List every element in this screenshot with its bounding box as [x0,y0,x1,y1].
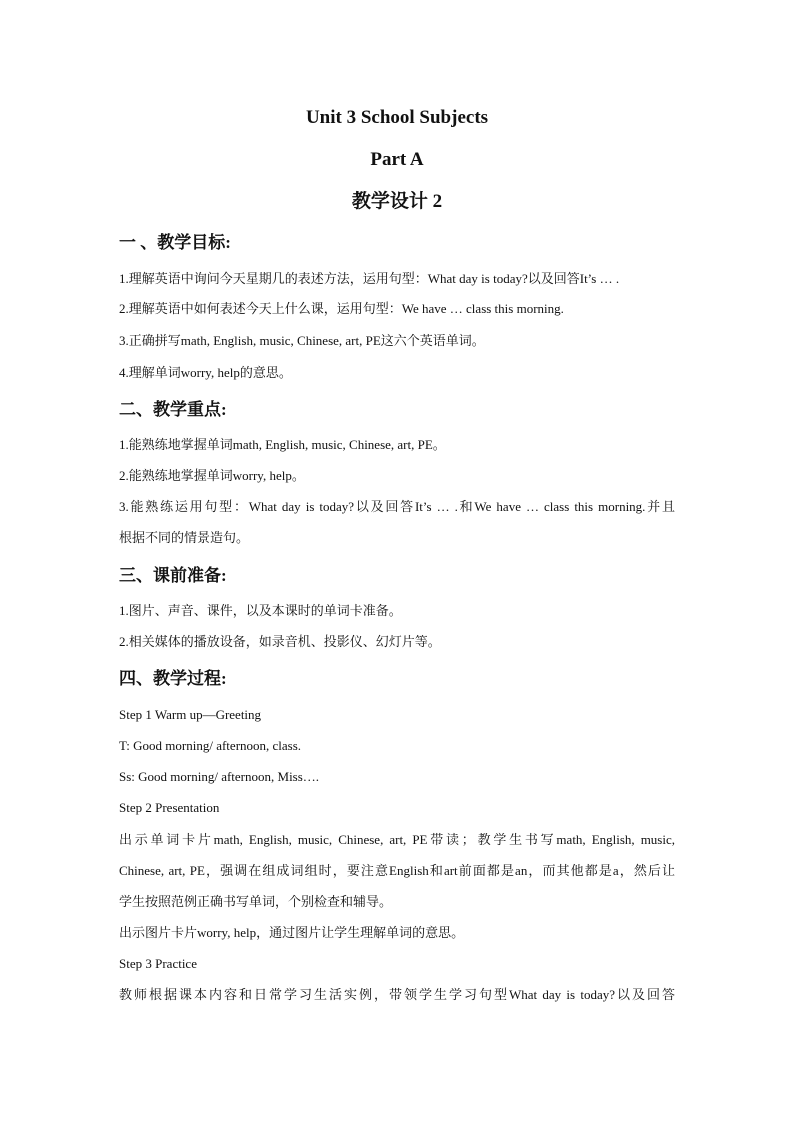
key-point-line: 2.能熟练地掌握单词worry, help。 [119,468,305,483]
key-point-line: 根据不同的情景造句。 [119,530,250,545]
procedure-line: Step 1 Warm up—Greeting [119,707,262,722]
procedure-line: Step 2 Presentation [119,800,220,815]
procedure-line: 出示图片卡片worry, help，通过图片让学生理解单词的意思。 [119,925,465,940]
preparation-line: 2.相关媒体的播放设备，如录音机、投影仪、幻灯片等。 [119,634,441,649]
procedure-line: 学生按照范例正确书写单词，个别检查和辅导。 [119,894,393,909]
section-heading-objectives: 一 、教学目标: [119,233,231,252]
procedure-line: T: Good morning/ afternoon, class. [119,738,302,753]
procedure-line: 教师根据课本内容和日常学习生活实例，带领学生学习句型What day is today?以及回答 [119,987,675,1002]
procedure-line: Ss: Good morning/ afternoon, Miss…. [119,769,320,784]
section-heading-procedure: 四、教学过程: [119,669,227,688]
section-heading-key-points: 二、教学重点: [119,400,227,419]
key-point-line: 1.能熟练地掌握单词math, English, music, Chinese, art, PE。 [119,437,446,452]
objective-line: 1.理解英语中询问今天星期几的表述方法，运用句型：What day is today?以及回答It’s … . [119,271,620,286]
objective-line: 4.理解单词worry, help的意思。 [119,365,292,380]
objective-line: 3.正确拼写math, English, music, Chinese, art, PE这六个英语单词。 [119,333,485,348]
lesson-plan-title: 教学设计 2 [351,191,443,212]
preparation-line: 1.图片、声音、课件，以及本课时的单词卡准备。 [119,603,402,618]
document-title: Unit 3 School Subjects [305,107,489,128]
procedure-line: 出示单词卡片math, English, music, Chinese, art, PE带读；教学生书写math, English, music, [119,832,675,847]
procedure-line: Step 3 Practice [119,956,197,971]
objective-line: 2.理解英语中如何表述今天上什么课，运用句型：We have … class this morning. [119,301,564,316]
key-point-line: 3.能熟练运用句型：What day is today?以及回答It’s … .和We have … class this morning.并且 [119,499,675,514]
procedure-line: Chinese, art, PE，强调在组成词组时，要注意English和art前面都是an，而其他都是a，然后让 [119,863,675,878]
document-subtitle: Part A [370,149,424,170]
section-heading-preparation: 三、课前准备: [119,566,227,585]
